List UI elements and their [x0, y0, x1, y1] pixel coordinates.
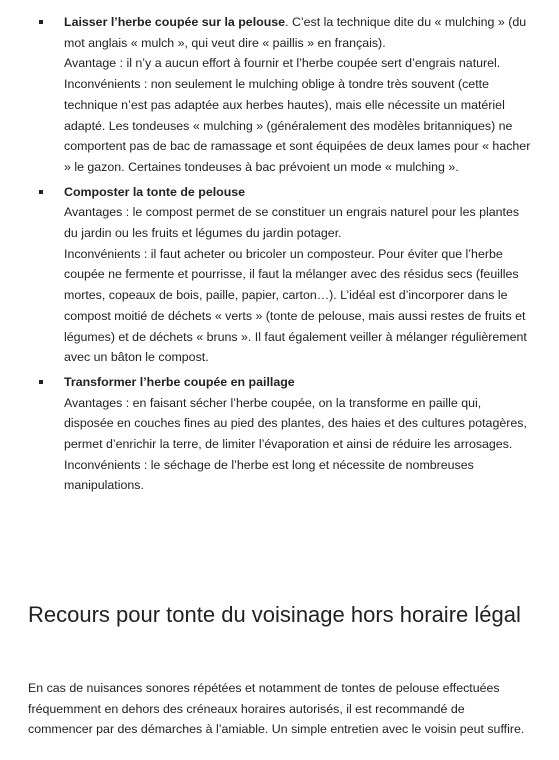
- list-item-mulching: [0, 12, 559, 178]
- bullet-icon: [39, 20, 43, 24]
- item-drawbacks: Inconvénients : le séchage de l’herbe est long et nécessite de nombreuses manipulations.: [64, 457, 474, 493]
- list-item-paillage: [0, 372, 559, 496]
- item-title: Composter la tonte de pelouse: [64, 184, 246, 199]
- list-item-compost: [0, 182, 559, 368]
- bullet-list: [0, 12, 559, 496]
- item-advantages: Avantages : le compost permet de se constituer un engrais naturel pour les plantes du jardin ou les fruits et légumes du jardin potager.: [64, 205, 520, 241]
- section-body: En cas de nuisances sonores répétées et notamment de tontes de pelouse effectuées fréquemment en dehors des créneaux horaires autorisés, il est recommandé de commencer par des démarches à l’amiable. Un simple entretien avec le voisin peut suffire.: [28, 681, 525, 737]
- item-drawbacks: Inconvénients : il faut acheter ou bricoler un composteur. Pour éviter que l’herbe coupée ne fermente et pourrisse, il faut la mélanger avec des résidus secs (feuilles mortes, copeaux de bois, paille, papier, carton…). L’idéal est d’incorporer dans le compost moitié de déchets « verts » (tonte de pelouse, mais aussi restes de fruits et légumes) et de déchets « bruns ». Il faut également veiller à mélanger régulièrement avec un bâton le compost.: [64, 246, 527, 365]
- item-title: Transformer l’herbe coupée en paillage: [64, 374, 295, 389]
- bullet-icon: [39, 190, 43, 194]
- bullet-icon: [39, 380, 43, 384]
- item-advantages: Avantage : il n’y a aucun effort à fournir et l’herbe coupée sert d’engrais naturel.: [64, 56, 501, 71]
- item-title: Laisser l’herbe coupée sur la pelouse: [64, 15, 286, 29]
- section-heading: Recours pour tonte du voisinage hors horaire légal: [28, 602, 521, 627]
- item-intro: . C’est la technique dite du « mulching » (du mot anglais « mulch », qui veut dire « paillis » en français).: [64, 15, 527, 50]
- item-drawbacks: Inconvénients : non seulement le mulching oblige à tondre très souvent (cette technique n’est pas adaptée aux herbes hautes), mais elle nécessite un matériel adapté. Les tondeuses « mulching » (généralement des modèles britanniques) ne comportent pas de bac de ramassage et sont équipées de deux lames pour « hacher » le gazon. Certaines tondeuses à bac prévoient un mode « mulching ».: [64, 77, 531, 174]
- item-advantages: Avantages : en faisant sécher l’herbe coupée, on la transforme en paille qui, disposée en couches fines au pied des plantes, des haies et des cultures potagères, permet d’enrichir la terre, de limiter l’évaporation et ainsi de réduire les arrosages.: [64, 395, 527, 452]
- item-intro-paragraph: [64, 12, 531, 53]
